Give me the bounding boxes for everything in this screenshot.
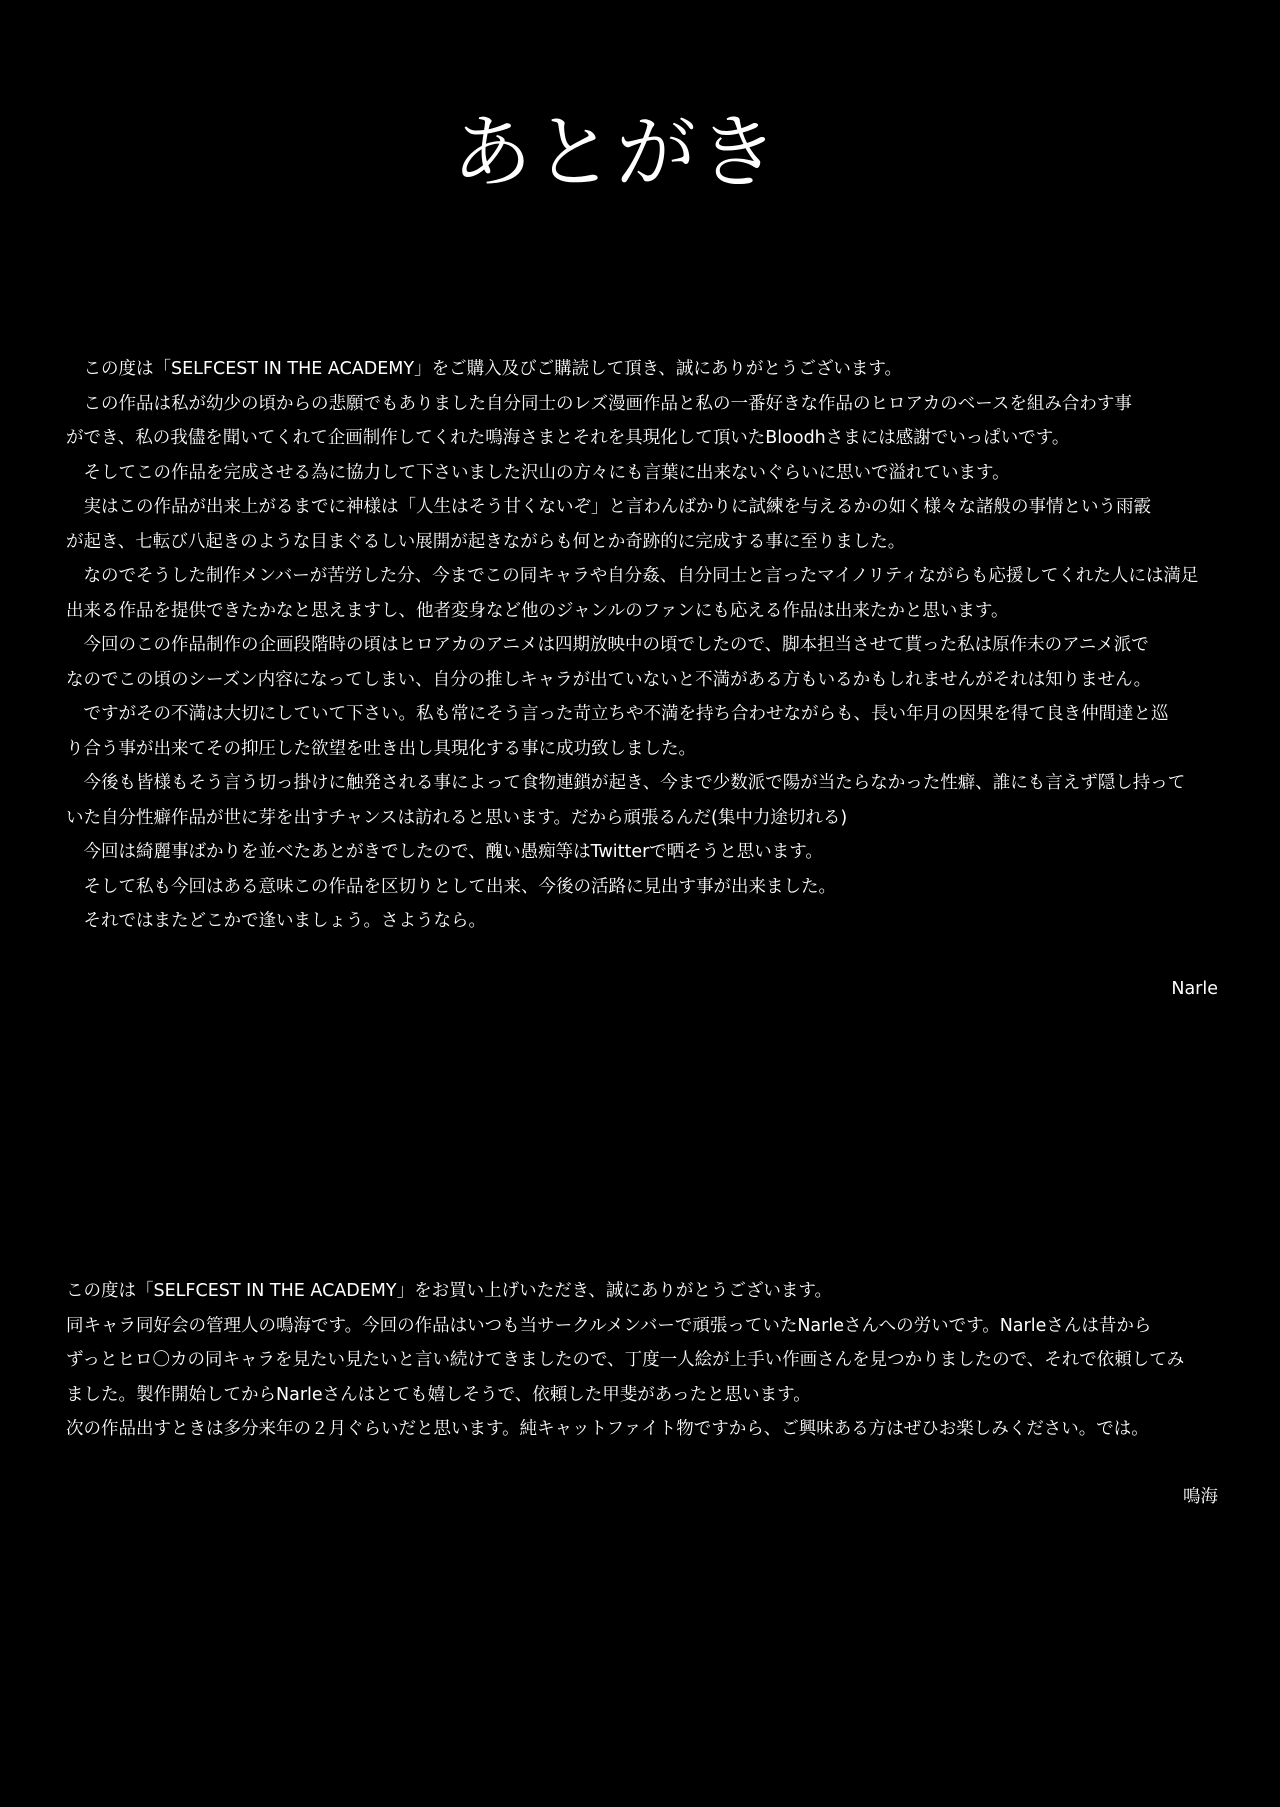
paragraph-line: ですがその不満は大切にしていて下さい。私も常にそう言った苛立ちや不満を持ち合わせながらも、長い年月の因果を得て良き仲間達と巡 [66,704,1169,724]
narumi-message [66,1274,1236,1447]
paragraph-line: ました。製作開始してからNarleさんはとても嬉しそうで、依頼した甲斐があったと思います。 [66,1384,811,1405]
paragraph-line: 今回は綺麗事ばかりを並べたあとがきでしたので、醜い愚痴等はTwitterで晒そうと思います。 [66,842,823,862]
paragraph-line: なのでこの頃のシーズン内容になってしまい、自分の推しキャラが出ていないと不満がある方もいるかもしれませんがそれは知りません。 [66,669,1152,690]
paragraph-line: なのでそうした制作メンバーが苦労した分、今までこの同キャラや自分姦、自分同士と言ったマイノリティながらも応援してくれた人には満足 [66,566,1199,586]
paragraph-line: 出来る作品を提供できたかなと思えますし、他者変身など他のジャンルのファンにも応える作品は出来たかと思います。 [66,600,1009,621]
paragraph-line: 今回のこの作品制作の企画段階時の頃はヒロアカのアニメは四期放映中の頃でしたので、脚本担当させて貰った私は原作未のアニメ派で [66,635,1149,655]
narumi-signature: 鳴海 [1183,1487,1218,1507]
paragraph-line: ができ、私の我儘を聞いてくれて企画制作してくれた鳴海さまとそれを具現化して頂いたBloodhさまには感謝でいっぱいです。 [66,428,1070,448]
paragraph-line: ずっとヒロ〇カの同キャラを見たい見たいと言い続けてきましたので、丁度一人絵が上手い作画さんを見つかりましたので、それで依頼してみ [66,1350,1185,1370]
paragraph-line: そして私も今回はある意味この作品を区切りとして出来、今後の活路に見出す事が出来ました。 [66,876,836,897]
paragraph-line: 実はこの作品が出来上がるまでに神様は「人生はそう甘くないぞ」と言わんばかりに試練を与えるかの如く様々な諸般の事情という雨霰 [66,497,1151,517]
narle-message [66,352,1236,939]
paragraph-line: 同キャラ同好会の管理人の鳴海です。今回の作品はいつも当サークルメンバーで頑張っていたNarleさんへの労いです。Narleさんは昔から [66,1315,1152,1336]
narle-signature: Narle [1171,979,1218,999]
paragraph-line: 今後も皆様もそう言う切っ掛けに触発される事によって食物連鎖が起き、今まで少数派で陽が当たらなかった性癖、誰にも言えず隠し持って [66,773,1186,793]
paragraph-line: そしてこの作品を完成させる為に協力して下さいました沢山の方々にも言葉に出来ないぐらいに思いで溢れています。 [66,462,1010,483]
paragraph-line: この度は「SELFCEST IN THE ACADEMY」をお買い上げいただき、誠にありがとうございます。 [66,1281,832,1301]
paragraph-line: この作品は私が幼少の頃からの悲願でもありました自分同士のレズ漫画作品と私の一番好きな作品のヒロアカのベースを組み合わす事 [66,393,1132,414]
paragraph-line: 次の作品出すときは多分来年の２月ぐらいだと思います。純キャットファイト物ですから、ご興味ある方はぜひお楽しみください。では。 [66,1419,1149,1439]
paragraph-line: それではまたどこかで逢いましょう。さようなら。 [66,911,486,931]
paragraph-line: り合う事が出来てその抑圧した欲望を吐き出し具現化する事に成功致しました。 [66,738,696,759]
page-title: あとがき [452,106,780,199]
paragraph-line: いた自分性癖作品が世に芽を出すチャンスは訪れると思います。だから頑張るんだ(集中力途切れる) [66,807,848,828]
paragraph-line: この度は「SELFCEST IN THE ACADEMY」をご購入及びご購読して頂き、誠にありがとうございます。 [66,359,902,379]
paragraph-line: が起き、七転び八起きのような目まぐるしい展開が起きながらも何とか奇跡的に完成する事に至りました。 [66,531,906,552]
